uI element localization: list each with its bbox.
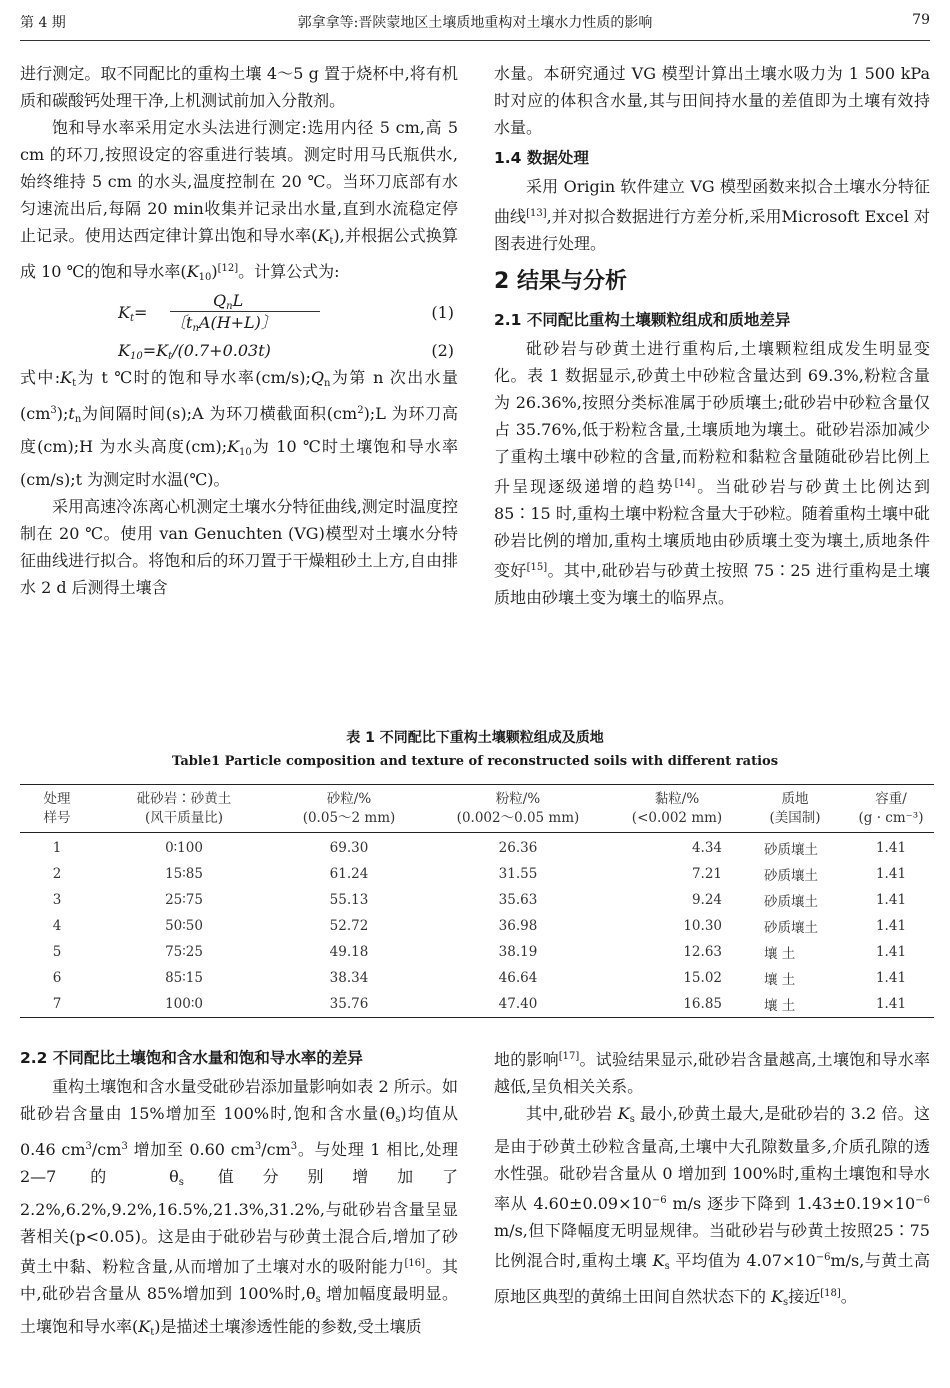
citation: [18] bbox=[820, 1288, 841, 1299]
citation: [16] bbox=[404, 1258, 426, 1269]
table-caption-en: Table1 Particle composition and texture of reconstructed soils with different ratios bbox=[171, 754, 779, 769]
running-title: 郭拿拿等:晋陕蒙地区土壤质地重构对土壤水力性质的影响 bbox=[297, 15, 653, 31]
header-rule bbox=[20, 40, 930, 41]
table-row: 1 0∶100 69.30 26.36 4.34 砂质壤土 1.41 bbox=[52, 840, 907, 858]
paragraph: 水量。本研究通过 VG 模型计算出土壤水吸力为 1 500 kPa时对应的体积含水量,其与田间持水量的差值即为土壤有效持水量。 bbox=[494, 64, 930, 137]
section-heading-2-2: 2.2 不同配比土壤饱和含水量和饱和导水率的差异 bbox=[20, 1049, 363, 1067]
col-header: 粉粒/% (0.002～0.05 mm) bbox=[456, 791, 580, 826]
citation: [15] bbox=[526, 562, 548, 573]
col-header: 砒砂岩∶砂黄土 (风干质量比) bbox=[136, 791, 232, 826]
paragraph-particle: 砒砂岩与砂黄土进行重构后,土壤颗粒组成发生明显变化。表 1 数据显示,砂黄土中砂粒含量达到 69.3%,粉粒含量为 26.36%,按照分类标准属于砂质壤土;砒砂岩中砂粒含量仅占 35.76%,低于粉粒含量,土壤质地为壤土。砒砂岩添加减少了重构土壤中砂粒的含量,而粉粒和黏粒含量随砒砂岩比例上升呈现逐级递增的趋势[14]。当砒砂岩与砂黄土比例达到 85∶15 时,重构土壤中粉粒含量大于砂粒。随着重构土壤中砒砂岩比例的增加,重构土壤质地由砂质壤土变为壤土,质地条件变好[15]。其中,砒砂岩与砂黄土按照 75∶25 进行重构是土壤质地由砂壤土变为壤土的临界点。 bbox=[494, 339, 930, 607]
citation: [14] bbox=[674, 478, 696, 489]
table-row: 5 75∶25 49.18 38.19 12.63 壤 土 1.41 bbox=[52, 944, 907, 962]
citation: [12] bbox=[217, 263, 239, 274]
table-row: 7 100∶0 35.76 47.40 16.85 壤 土 1.41 bbox=[20, 991, 934, 1018]
column-top-left bbox=[20, 60, 458, 601]
table-row: 3 25∶75 55.13 35.63 9.24 砂质壤土 1.41 bbox=[52, 892, 907, 910]
table-caption-cn: 表 1 不同配比下重构土壤颗粒组成及质地 bbox=[346, 730, 604, 746]
section-heading-2-1: 2.1 不同配比重构土壤颗粒组成和质地差异 bbox=[494, 311, 791, 329]
paragraph-ksat-results: 其中,砒砂岩 $K_s$ 最小,砂黄土最大,是砒砂岩的 3.2 倍。这是由于砂黄土砂粒含量高,土壤中大孔隙数量多,介质孔隙的透水性强。砒砂岩含量从 0 增加到 100%时,重构土壤饱和导水率从 $4.60\pm 0.09\times 10^{-6}$ m/s 逐步下降到 $1.43\pm 0.19\times 10^{-6}$ m/s,但下降幅度无明显规律。当砒砂岩与砂黄土按照25∶75比例混合时,重构土壤 $K_s$ 平均值为 $4.07\times 10^{-6}m/s$,与黄土高原地区典型的黄绵土田间自然状态下的 $K_s$接近[18]。 bbox=[494, 1104, 930, 1308]
citation: [17] bbox=[558, 1051, 580, 1062]
section-heading-2: 2 结果与分析 bbox=[494, 269, 627, 294]
col-header: 容重/ (g · cm⁻³) bbox=[858, 791, 924, 826]
issue-number: 第 4 期 bbox=[20, 15, 66, 31]
table-1 bbox=[20, 784, 934, 1018]
column-bottom-left bbox=[20, 1043, 458, 1346]
col-header: 黏粒/% (<0.002 mm) bbox=[631, 791, 723, 826]
paragraph-vg: 采用高速冷冻离心机测定土壤水分特征曲线,测定时温度控制在 20 ℃。使用 van Genuchten (VG)模型对土壤水分特征曲线进行拟合。将饱和后的环刀置于干燥粗砂土上方,自由排水 2 d 后测得土壤含 bbox=[20, 497, 458, 597]
col-header: 处理 样号 bbox=[43, 791, 71, 826]
table-row: 6 85∶15 38.34 46.64 15.02 壤 土 1.41 bbox=[52, 970, 907, 988]
paragraph: 地的影响[17]。试验结果显示,砒砂岩含量越高,土壤饱和导水率越低,呈负相关关系。 bbox=[494, 1050, 930, 1096]
table-header-row bbox=[20, 785, 934, 833]
page-number: 79 bbox=[912, 12, 930, 28]
column-top-right bbox=[494, 60, 930, 611]
equation-1: $K_t=$ $Q_nL$ 〔$t_nA(H+L)$〕 (1) bbox=[118, 291, 454, 334]
table-row: 4 50∶50 52.72 36.98 10.30 砂质壤土 1.41 bbox=[52, 918, 907, 936]
paragraph-data-processing: 采用 Origin 软件建立 VG 模型函数来拟合土壤水分特征曲线[13],并对拟合数据进行方差分析,采用Microsoft Excel 对图表进行处理。 bbox=[494, 177, 930, 253]
table-row: 2 15∶85 61.24 31.55 7.21 砂质壤土 1.41 bbox=[52, 866, 907, 884]
page-header bbox=[20, 12, 930, 36]
citation: [13] bbox=[526, 208, 547, 219]
col-header: 砂粒/% (0.05～2 mm) bbox=[302, 791, 396, 826]
paragraph-ksat-method: 饱和导水率采用定水头法进行测定:选用内径 5 cm,高 5 cm 的环刀,按照设定的容重进行装填。测定时用马氏瓶供水,始终维持 5 cm 的水头,温度控制在 20 ℃。当环刀底部有水匀速流出后,每隔 20 min收集并记录出水量,直到水流稳定停止记录。使用达西定律计算出饱和导水率$(K_t)$,并根据公式换算成 10 ℃的饱和导水率$(K_{10})[12]$。计算公式为: bbox=[20, 118, 458, 283]
equation-2: $K_{10}=K_t/(0.7+0.03t)$ (2) bbox=[118, 341, 454, 362]
column-bottom-right bbox=[494, 1043, 930, 1316]
paragraph-saturated-water: 重构土壤饱和含水量受砒砂岩添加量影响如表 2 所示。如砒砂岩含量由 15%增加至 100%时,饱和含水量$(\theta_s)$均值从 0.46 $cm^3/cm^3$ 增加至 0.60 $cm^3/cm^3$。与处理 1 相比,处理 2—7 的 $\theta_s$ 值分别增加了 2.2%,6.2%,9.2%,16.5%,21.3%,31.2%,与砒砂岩含量呈显著相关(p<0.05)。这是由于砒砂岩与砂黄土混合后,增加了砂黄土中黏、粉粒含量,从而增加了土壤对水的吸附能力[16]。其中,砒砂岩含量从 85%增加到 100%时$,\theta_s$ 增加幅度最明显。土壤饱和导水率$(K_t)$是描述土壤渗透性能的参数,受土壤质 bbox=[20, 1077, 458, 1338]
paragraph-symbols: 式中$:K_t$为 t ℃时的饱和导水率$(cm/s);Q_n$为第 n 次出水量$(cm^3);t_n$为间隔时间(s);A 为环刀横截面积$(cm^2);L$ 为环刀高度(cm);H 为水头高度$(cm);K_{10}$为 10 ℃时土壤饱和导水率(cm/s);t 为测定时水温(℃)。 bbox=[20, 368, 458, 489]
paragraph: 进行测定。取不同配比的重构土壤 4～5 g 置于烧杯中,将有机质和碳酸钙处理干净,上机测试前加入分散剂。 bbox=[20, 64, 458, 110]
section-heading-1-4: 1.4 数据处理 bbox=[494, 149, 589, 167]
col-header: 质地 (美国制) bbox=[769, 791, 821, 826]
